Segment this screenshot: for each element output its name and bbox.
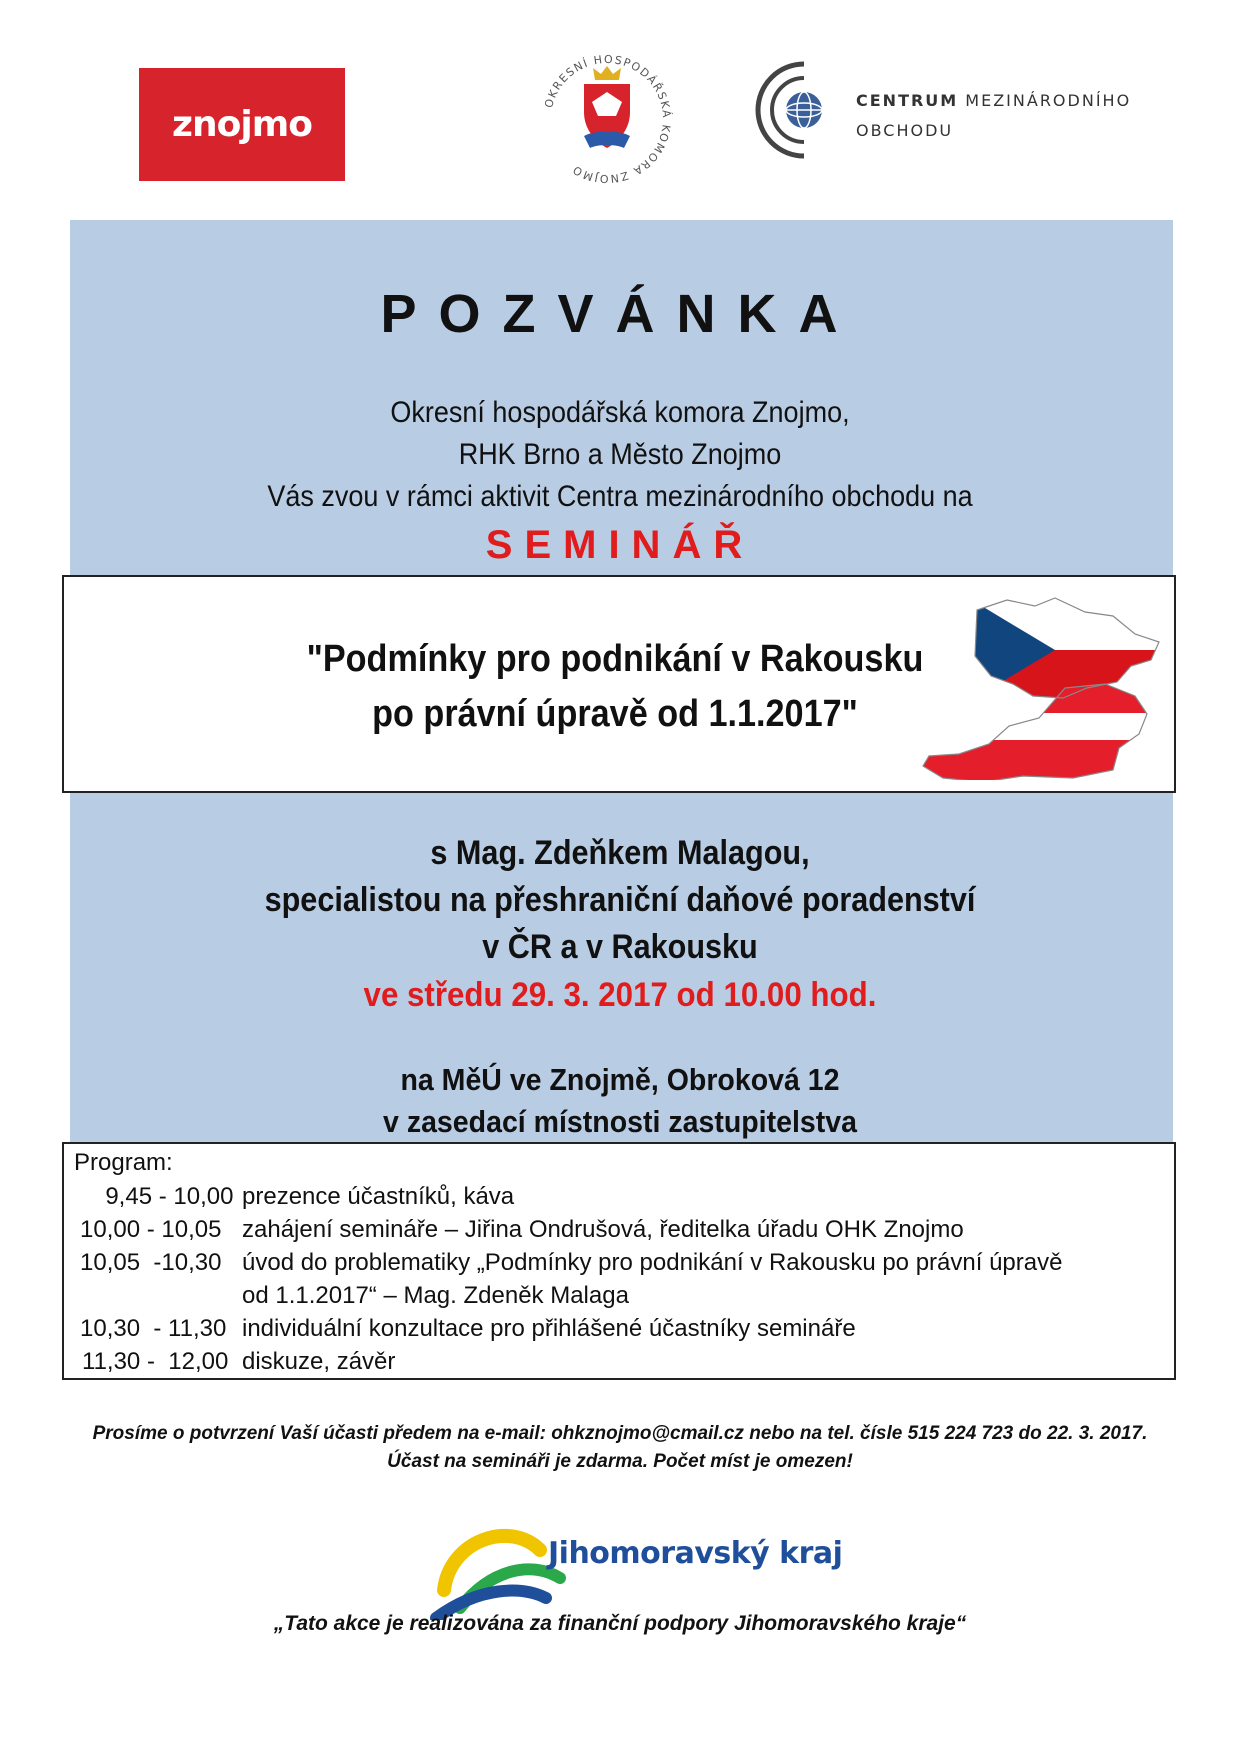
event-date: ve středu 29. 3. 2017 od 10.00 hod.	[363, 976, 877, 1014]
program-item: diskuze, závěr	[242, 1348, 396, 1375]
jmk-logo-text: Jihomoravský kraj	[548, 1536, 843, 1571]
program-item: od 1.1.2017“ – Mag. Zdeněk Malaga	[242, 1282, 629, 1309]
cmo-logo-bold: CENTRUM	[856, 91, 959, 110]
invitation-title: POZVÁNKA	[380, 284, 860, 344]
program-time: 10,30 - 11,30	[80, 1315, 227, 1342]
cmo-logo-rest: MEZINÁRODNÍHO	[958, 91, 1132, 110]
funding-footer: „Tato akce je realizována za finanční podpory Jihomoravského kraje“	[273, 1612, 967, 1635]
program-item: individuální konzultace pro přihlášené účastníky semináře	[242, 1315, 856, 1342]
intro-line-1: Okresní hospodářská komora Znojmo,	[390, 396, 850, 429]
cz-austria-flag-map	[915, 590, 1165, 780]
ohk-znojmo-logo	[532, 44, 682, 194]
venue-line-1: na MěÚ ve Znojmě, Obroková 12	[400, 1062, 840, 1097]
program-time: 11,30 - 12,00	[82, 1348, 229, 1375]
speaker-line-2: specialistou na přeshraniční daňové poradenství	[264, 881, 976, 919]
znojmo-logo-text: znojmo	[172, 104, 312, 145]
program-time: 10,05 -10,30	[80, 1249, 222, 1276]
program-item: úvod do problematiky „Podmínky pro podnikání v Rakousku po právní úpravě	[242, 1249, 1063, 1276]
topic-line-2: po právní úpravě od 1.1.2017"	[372, 693, 858, 735]
seminar-label: SEMINÁŘ	[485, 523, 755, 567]
cmo-logo-text	[856, 86, 1131, 146]
speaker-line-1: s Mag. Zdeňkem Malagou,	[430, 834, 810, 872]
program-title: Program:	[74, 1149, 173, 1176]
znojmo-logo	[139, 68, 345, 181]
speaker-line-3: v ČR a v Rakousku	[482, 928, 758, 966]
free-entry-note: Účast na semináři je zdarma. Počet míst je omezen!	[387, 1451, 853, 1472]
program-time: 9,45 - 10,00	[92, 1183, 234, 1210]
program-time: 10,00 - 10,05	[80, 1216, 222, 1243]
intro-line-3: Vás zvou v rámci aktivit Centra mezinárodního obchodu na	[267, 480, 973, 513]
registration-note: Prosíme o potvrzení Vaší účasti předem na e-mail: ohkznojmo@cmail.cz nebo na tel. čísle 515 224 723 do 22. 3. 2017.	[92, 1423, 1148, 1444]
program-item: prezence účastníků, káva	[242, 1183, 515, 1210]
svg-text:OKRESNÍ HOSPODÁŘSKÁ KOMORA ZNO: OKRESNÍ HOSPODÁŘSKÁ KOMORA ZNOJMO	[542, 52, 674, 186]
intro-line-2: RHK Brno a Město Znojmo	[458, 438, 782, 471]
venue-line-2: v zasedací místnosti zastupitelstva	[383, 1104, 857, 1139]
program-item: zahájení semináře – Jiřina Ondrušová, ředitelka úřadu OHK Znojmo	[242, 1216, 964, 1243]
cmo-logo-line2: OBCHODU	[856, 121, 954, 140]
topic-line-1: "Podmínky pro podnikání v Rakousku	[306, 638, 924, 680]
